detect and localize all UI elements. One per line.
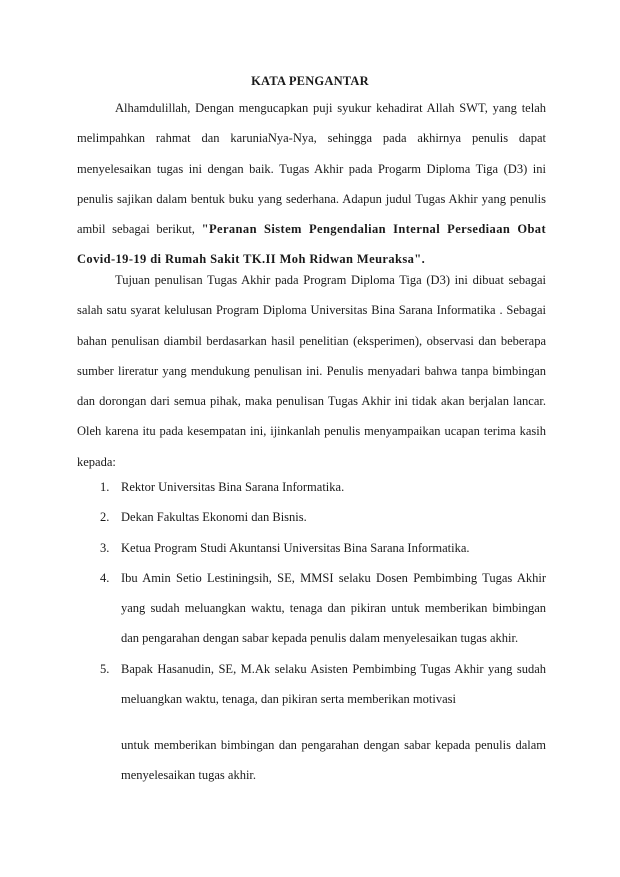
- list-number: 4.: [100, 570, 110, 585]
- list-item: [77, 472, 546, 502]
- list-text: Bapak Hasanudin, SE, M.Ak selaku Asisten Pembimbing Tugas Akhir yang sudah meluangkan waktu, tenaga, dan pikiran serta memberikan motivasi: [121, 661, 546, 707]
- list-text: Ibu Amin Setio Lestiningsih, SE, MMSI selaku Dosen Pembimbing Tugas Akhir yang sudah meluangkan waktu, tenaga dan pikiran untuk memberikan bimbingan dan pengarahan dengan sabar kepada penulis dalam menyelesaikan tugas akhir.: [121, 570, 546, 646]
- list-item: [77, 654, 546, 715]
- list-number: 1.: [100, 480, 110, 494]
- acknowledgement-list: [77, 472, 546, 714]
- list-text: Rektor Universitas Bina Sarana Informatika.: [121, 480, 345, 494]
- intro-paragraph: [77, 93, 546, 275]
- list-item: [77, 563, 546, 654]
- intro-text: Alhamdulillah, Dengan mengucapkan puji syukur kehadirat Allah SWT, yang telah melimpahkan rahmat dan karuniaNya-Nya, sehingga pada akhirnya penulis dapat menyelesaikan tugas ini dengan baik. Tugas Akhir pada Progarm Diploma Tiga (D3) ini penulis sajikan dalam bentuk buku yang sederhana. Adapun judul Tugas Akhir yang penulis ambil sebagai berikut,: [77, 101, 546, 237]
- list-number: 5.: [100, 661, 110, 676]
- purpose-paragraph: Tujuan penulisan Tugas Akhir pada Program Diploma Tiga (D3) ini dibuat sebagai salah satu syarat kelulusan Program Diploma Universitas Bina Sarana Informatika . Sebagai bahan penulisan diambil berdasarkan hasil penelitian (eksperimen), observasi dan beberapa sumber lireratur yang mendukung penulisan ini. Penulis menyadari bahwa tanpa bimbingan dan dorongan dari semua pihak, maka penulisan Tugas Akhir ini tidak akan berjalan lancar. Oleh karena itu pada kesempatan ini, ijinkanlah penulis menyampaikan ucapan terima kasih kepada:: [77, 273, 546, 469]
- thesis-title: "Peranan Sistem Pengendalian Internal Persediaan Obat Covid-19-19 di Rumah Sakit TK.II Moh Ridwan Meuraksa".: [77, 222, 547, 267]
- list-number: 3.: [100, 540, 110, 555]
- list-text: Ketua Program Studi Akuntansi Universitas Bina Sarana Informatika.: [121, 540, 470, 555]
- list-text: Dekan Fakultas Ekonomi dan Bisnis.: [121, 510, 307, 525]
- list-item: [77, 502, 546, 532]
- page-title: KATA PENGANTAR: [251, 74, 369, 88]
- continuation-paragraph: untuk memberikan bimbingan dan pengarahan dengan sabar kepada penulis dalam menyelesaikan tugas akhir.: [121, 738, 546, 783]
- list-item: [77, 533, 546, 563]
- list-number: 2.: [100, 510, 110, 525]
